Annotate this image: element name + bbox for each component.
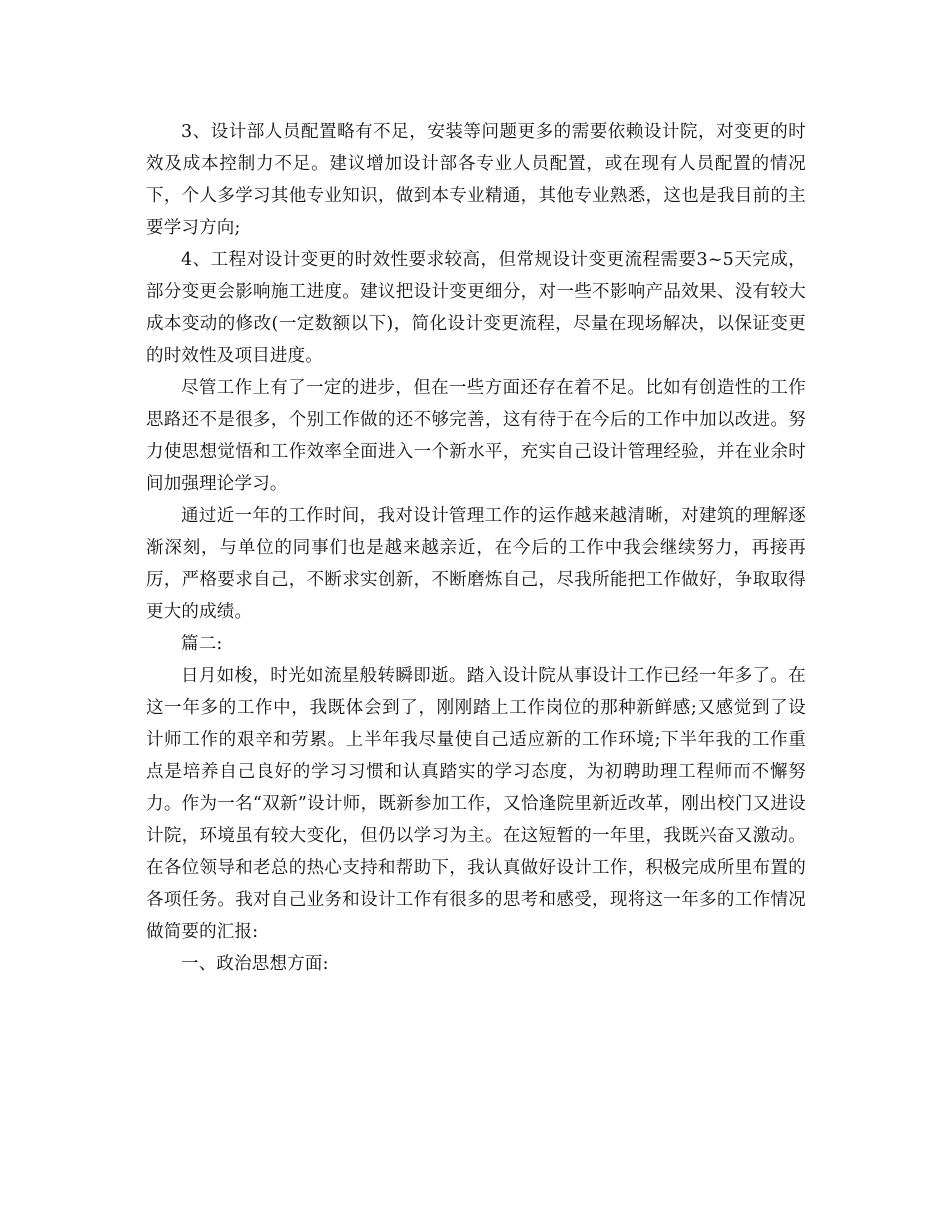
document-body <box>146 116 806 980</box>
section-heading-political-thought: 一、政治思想方面: <box>181 954 329 974</box>
paragraph-shortcomings: 尽管工作上有了一定的进步，但在一些方面还存在着不足。比如有创造性的工作思路还不是很多，个别工作做的还不够完善，这有待于在今后的工作中加以改进。努力使思想觉悟和工作效率全面进入一个新水平，充实自己设计管理经验，并在业余时间加强理论学习。 <box>146 378 806 494</box>
paragraph-design-staffing: 3、设计部人员配置略有不足，安装等问题更多的需要依赖设计院，对变更的时效及成本控制力不足。建议增加设计部各专业人员配置，或在现有人员配置的情况下，个人多学习其他专业知识，做到本专业精通，其他专业熟悉，这也是我目前的主要学习方向; <box>146 122 806 238</box>
paragraph-conclusion: 通过近一年的工作时间，我对设计管理工作的运作越来越清晰，对建筑的理解逐渐深刻，与单位的同事们也是越来越亲近，在今后的工作中我会继续努力，再接再厉，严格要求自己，不断求实创新，不断磨炼自己，尽我所能把工作做好，争取取得更大的成绩。 <box>146 506 806 622</box>
paragraph-part-two-intro: 日月如梭，时光如流星般转瞬即逝。踏入设计院从事设计工作已经一年多了。在这一年多的工作中，我既体会到了，刚刚踏上工作岗位的那种新鲜感;又感觉到了设计师工作的艰辛和劳累。上半年我尽量使自己适应新的工作环境;下半年我的工作重点是培养自己良好的学习习惯和认真踏实的学习态度，为初聘助理工程师而不懈努力。作为一名“双新”设计师，既新参加工作，又恰逢院里新近改革，刚出校门又进设计院，环境虽有较大变化，但仍以学习为主。在这短暂的一年里，我既兴奋又激动。在各位领导和老总的热心支持和帮助下，我认真做好设计工作，积极完成所里布置的各项任务。我对自己业务和设计工作有很多的思考和感受，现将这一年多的工作情况做简要的汇报: <box>146 666 806 942</box>
section-heading-part-two: 篇二: <box>181 634 223 654</box>
paragraph-change-timeliness: 4、工程对设计变更的时效性要求较高，但常规设计变更流程需要3~5天完成，部分变更会影响施工进度。建议把设计变更细分，对一些不影响产品效果、没有较大成本变动的修改(一定数额以下)，简化设计变更流程，尽量在现场解决，以保证变更的时效性及项目进度。 <box>146 250 806 366</box>
